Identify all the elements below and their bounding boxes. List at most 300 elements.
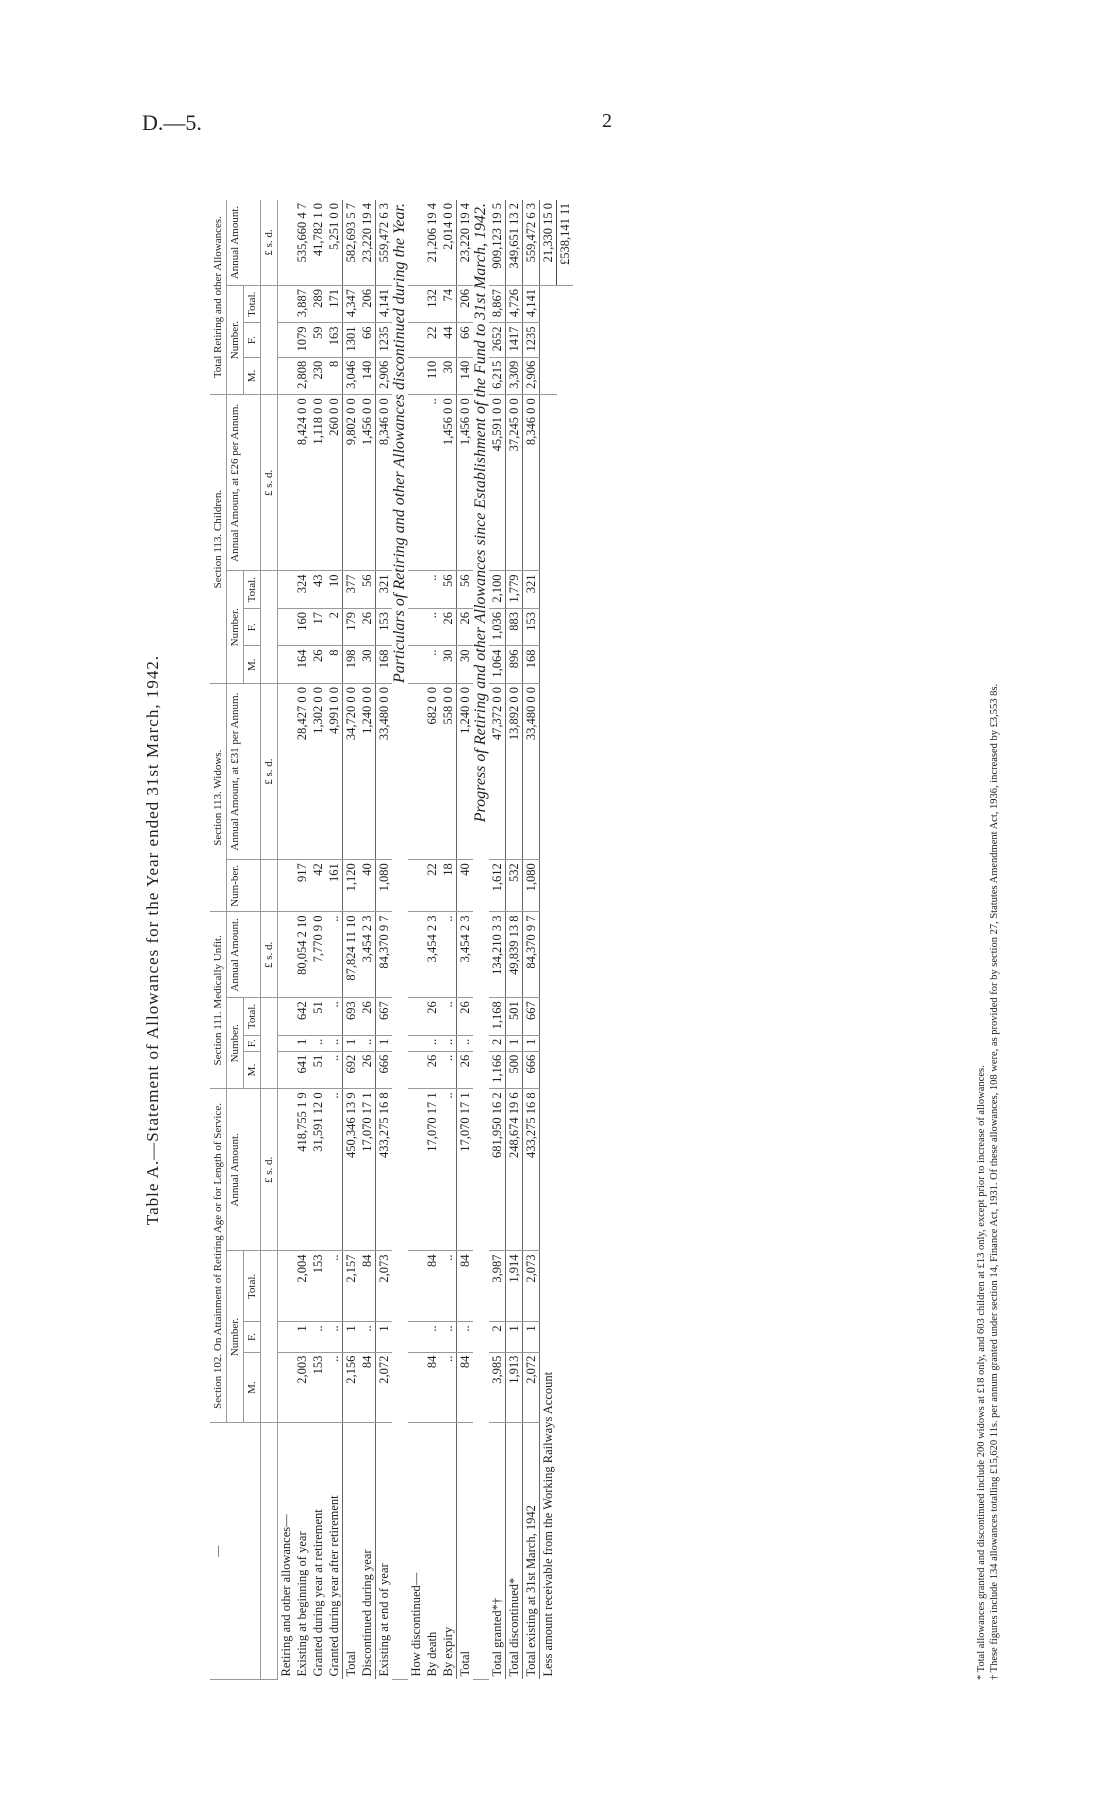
table-cell: 84 [359,1352,376,1423]
table-cell: 56 [457,571,474,609]
table-cell: 1,913 [506,1352,523,1423]
table-cell: 134,210 3 3 [489,912,506,998]
table-cell: 433,275 16 8 [376,1089,393,1251]
table-cell: 2,156 [343,1352,360,1423]
table-cell: 49,839 13 8 [506,912,523,998]
table-cell: .. [440,1035,457,1051]
table-cell: 43 [310,571,326,609]
table-cell: 883 [506,608,523,646]
table-cell: 3,454 2 3 [424,912,440,998]
row-label: Total existing at 31st March, 1942 [523,1423,540,1680]
lsd-spacer [261,998,278,1089]
table-cell: 1,456 0 0 [359,395,376,571]
lsd-spacer [261,1423,278,1680]
table-cell: 2,157 [343,1251,360,1322]
table-cell [278,1251,295,1322]
table-cell: .. [310,1322,326,1352]
table-cell: 260 0 0 [326,395,343,571]
table-cell: 2,100 [489,571,506,609]
table-cell: 1,166 [489,1051,506,1089]
table-cell: 132 [424,285,440,323]
table-cell [408,1089,424,1251]
table-cell: 153 [310,1251,326,1322]
table-cell: 153 [376,608,393,646]
table-cell [278,1352,295,1423]
table-cell: 31,591 12 0 [310,1089,326,1251]
table-cell: .. [326,1035,343,1051]
table-cell: 3,987 [489,1251,506,1322]
table-cell: .. [310,1035,326,1051]
table-cell [278,357,295,395]
table-cell: 4,991 0 0 [326,684,343,860]
table-cell: 33,480 0 0 [376,684,393,860]
body-statement [278,200,393,1680]
table-cell: 1,240 0 0 [359,684,376,860]
table-cell: 1417 [506,323,523,357]
row-label: How discontinued— [409,1572,423,1677]
table-cell: 666 [376,1051,393,1089]
table-cell: 1,120 [343,860,360,912]
table-row [326,200,343,1680]
col-group-section111: Section 111. Medically Unfit. [210,912,227,1089]
table-cell [278,1089,295,1251]
table-cell: 84 [359,1251,376,1322]
table-cell: 2,003 [294,1352,310,1423]
col-amount: Annual Amount. [227,200,261,285]
table-cell: 1 [294,1035,310,1051]
table-cell: 1 [376,1322,393,1352]
table-cell: 909,123 19 5 [489,200,506,285]
section3-heading [473,200,489,1680]
row-label: Existing at end of year [376,1423,393,1680]
table-cell: 1 [343,1322,360,1352]
table-cell: 8,424 0 0 [294,395,310,571]
table-cell: 42 [310,860,326,912]
grand-spacer [557,285,574,1679]
table-row [506,200,523,1680]
table-cell: 2 [489,1035,506,1051]
lsd-spacer [261,1251,278,1423]
col-f: F. [244,323,261,357]
table-cell: .. [440,1322,457,1352]
page-number: 2 [602,110,612,132]
body-discontinued [408,200,473,1680]
table-cell: 692 [343,1051,360,1089]
table-cell: 13,892 0 0 [506,684,523,860]
table-cell: 3,887 [294,285,310,323]
table-cell: 582,693 5 7 [343,200,360,285]
table-cell: 7,770 9 0 [310,912,326,998]
table-cell [408,646,424,684]
table-cell: 80,054 2 10 [294,912,310,998]
table-cell: 26 [424,998,440,1036]
table-cell: 1,036 [489,608,506,646]
table-cell: 289 [310,285,326,323]
table-cell: 8,346 0 0 [523,395,540,571]
table-cell: .. [457,1322,474,1352]
table-cell: 1 [523,1035,540,1051]
table-row [457,200,474,1680]
table-cell [408,912,424,998]
table-cell: 230 [310,357,326,395]
body-summary [540,200,574,1680]
table-cell: 8,346 0 0 [376,395,393,571]
table-cell: 2,072 [523,1352,540,1423]
table-cell: 2,073 [376,1251,393,1322]
col-total: Total. [244,571,261,609]
table-row [523,200,540,1680]
table-cell: .. [326,1251,343,1322]
row-label: By death [425,1631,439,1677]
table-cell [408,1251,424,1322]
body-progress [489,200,540,1680]
table-cell: 17,070 17 1 [457,1089,474,1251]
table-cell: 4,141 [523,285,540,323]
table-cell: 206 [359,285,376,323]
table-cell: 17,070 17 1 [424,1089,440,1251]
table-cell [278,608,295,646]
table-cell: 9,802 0 0 [343,395,360,571]
table-cell: 2,906 [523,357,540,395]
table-cell: 140 [457,357,474,395]
table-cell: 1,080 [523,860,540,912]
table-cell: 3,046 [343,357,360,395]
table-cell: 26 [359,998,376,1036]
lsd-header: £ s. d. [261,1089,278,1251]
page-ref: D.—5. [142,110,202,135]
table-cell: .. [440,1251,457,1322]
table-cell: 1079 [294,323,310,357]
table-cell: 18 [440,860,457,912]
col-total: Total. [244,1251,261,1322]
less-value: 21,330 15 0 [540,200,557,285]
section-title: Progress of Retiring and other Allowances since Establishment of the Fund to 31st March, 1942. [473,200,489,1680]
table-cell: 206 [457,285,474,323]
table-cell: 26 [457,608,474,646]
table-cell: 22 [424,860,440,912]
blank-header: — [210,1423,261,1680]
table-cell: 248,674 19 6 [506,1089,523,1251]
row-label: Discontinued during year [360,1549,374,1677]
table-cell: 5,251 0 0 [326,200,343,285]
table-cell: 23,220 19 4 [457,200,474,285]
table-cell: 163 [326,323,343,357]
table-cell: 2,004 [294,1251,310,1322]
table-cell: 40 [359,860,376,912]
row-label: By expiry [441,1626,455,1677]
table-cell: 666 [523,1051,540,1089]
table-cell: 3,454 2 3 [457,912,474,998]
table-cell: 917 [294,860,310,912]
col-group-children: Section 113. Children. [210,395,227,684]
table-cell: 41,782 1 0 [310,200,326,285]
table-cell [408,285,424,323]
col-total: Total. [244,998,261,1036]
table-cell: .. [424,1035,440,1051]
table-cell: 84,370 9 7 [376,912,393,998]
table-row [489,200,506,1680]
rotated-table-page [135,180,1035,1700]
lsd-spacer [261,860,278,912]
table-cell: 4,347 [343,285,360,323]
table-cell: 321 [376,571,393,609]
table-cell: .. [440,1089,457,1251]
table-cell: 22 [424,323,440,357]
table-cell [278,912,295,998]
table-cell: 17,070 17 1 [359,1089,376,1251]
table-cell: 66 [359,323,376,357]
table-cell: 667 [523,998,540,1036]
table-cell: 59 [310,323,326,357]
col-group-widows: Section 113. Widows. [210,684,227,912]
table-cell [278,571,295,609]
col-f: F. [244,1035,261,1051]
table-cell: 74 [440,285,457,323]
col-group-section102: Section 102. On Attainment of Retiring Age or for Length of Service. [210,1089,227,1423]
lsd-header: £ s. d. [261,684,278,860]
row-label: Existing at beginning of year [295,1531,309,1677]
table-cell: 1,240 0 0 [457,684,474,860]
table-cell: 37,245 0 0 [506,395,523,571]
row-label: Granted during year after retirement [327,1495,341,1677]
table-cell: .. [359,1322,376,1352]
table-cell [408,323,424,357]
table-cell [408,395,424,571]
table-cell: 51 [310,998,326,1036]
row-label: Total granted*† [490,1597,504,1677]
table-cell: 161 [326,860,343,912]
lsd-header: £ s. d. [261,200,278,285]
table-row [440,200,457,1680]
table-cell: .. [359,1035,376,1051]
table-cell: 1,779 [506,571,523,609]
table-cell: 693 [343,998,360,1036]
table-row [343,200,360,1680]
table-cell [278,1051,295,1089]
table-cell: .. [326,1051,343,1089]
table-cell: 1 [376,1035,393,1051]
table-cell: 642 [294,998,310,1036]
table-cell [278,1322,295,1352]
lsd-header: £ s. d. [261,912,278,998]
table-cell: .. [424,1322,440,1352]
table-cell: 1,064 [489,646,506,684]
table-cell [278,323,295,357]
table-cell: 198 [343,646,360,684]
table-cell: 3,454 2 3 [359,912,376,998]
table-cell: 44 [440,323,457,357]
table-cell [408,1035,424,1051]
table-cell: 33,480 0 0 [523,684,540,860]
lsd-spacer [261,285,278,394]
col-f: F. [244,1322,261,1352]
table-cell: 168 [376,646,393,684]
table-row [424,200,440,1680]
table-cell: .. [424,395,440,571]
table-cell [278,200,295,285]
table-cell: 66 [457,323,474,357]
table-row [359,200,376,1680]
less-label: Less amount receivable from the Working Railways Account [540,395,557,1680]
table-cell: 110 [424,357,440,395]
row-label: Total [343,1423,360,1680]
table-cell: .. [326,1089,343,1251]
table-cell: 56 [359,571,376,609]
table-cell: 501 [506,998,523,1036]
table-cell: 1235 [523,323,540,357]
table-cell [278,684,295,860]
table-cell: 2,808 [294,357,310,395]
table-cell: 26 [310,646,326,684]
row-label: Granted during year at retirement [311,1509,325,1677]
col-number: Number. [227,1251,244,1423]
table-cell [408,200,424,285]
table-cell: 2652 [489,323,506,357]
table-cell: 2,014 0 0 [440,200,457,285]
table-cell [278,285,295,323]
table-cell [408,684,424,860]
table-cell [278,395,295,571]
table-cell: 26 [424,1051,440,1089]
table-cell [408,1322,424,1352]
table-cell [278,646,295,684]
col-m: M. [244,357,261,395]
table-cell [408,1051,424,1089]
table-cell: 896 [506,646,523,684]
table-cell: 450,346 13 9 [343,1089,360,1251]
table-cell: 8,867 [489,285,506,323]
table-cell: .. [326,998,343,1036]
table-cell: 2,906 [376,357,393,395]
col-m: M. [244,646,261,684]
table-cell [408,998,424,1036]
table-cell: 377 [343,571,360,609]
table-cell: 1,080 [376,860,393,912]
col-number: Number. [227,285,244,394]
table-cell: 532 [506,860,523,912]
table-cell: 30 [440,646,457,684]
table-cell: 558 0 0 [440,684,457,860]
table-cell: 179 [343,608,360,646]
table-cell: 34,720 0 0 [343,684,360,860]
table-cell: 3,985 [489,1352,506,1423]
table-cell: 8 [326,357,343,395]
table-cell: .. [457,1035,474,1051]
col-f: F. [244,608,261,646]
table-cell: .. [424,608,440,646]
table-cell [278,998,295,1036]
table-cell: 26 [457,998,474,1036]
table-cell: .. [326,912,343,998]
table-cell: 2 [326,608,343,646]
row-label: Total [457,1423,474,1680]
table-cell: 153 [310,1352,326,1423]
table-cell: 28,427 0 0 [294,684,310,860]
table-cell: 140 [359,357,376,395]
col-total: Total. [244,285,261,323]
table-cell: 1,914 [506,1251,523,1322]
table-cell: 84 [457,1352,474,1423]
allowances-table [210,200,573,1680]
table-title: Table A.—Statement of Allowances for the Year ended 31st March, 1942. [143,654,162,1226]
table-cell: 1235 [376,323,393,357]
table-cell: .. [440,998,457,1036]
table-cell: .. [440,1051,457,1089]
col-m: M. [244,1352,261,1423]
table-cell: 535,660 4 7 [294,200,310,285]
table-cell: 56 [440,571,457,609]
row-label: Retiring and other allowances— [279,1514,293,1677]
table-cell: 87,824 11 10 [343,912,360,998]
footnotes [975,200,1001,1680]
table-cell: 2,072 [376,1352,393,1423]
table-cell: 433,275 16 8 [523,1089,540,1251]
table-row [294,200,310,1680]
footnote: † These figures include 134 allowances totalling £15,620 11s. per annum granted under section 14, Finance Act, 1931. Of these allowances, 108 were, as provided for by section 27, Statutes Amendment Act, 1936, increased by £3,553 8s. [989,683,1000,1680]
table-cell: 51 [310,1051,326,1089]
table-cell: 349,651 13 2 [506,200,523,285]
table-cell: 559,472 6 3 [523,200,540,285]
table-cell [278,1035,295,1051]
table-cell: 153 [523,608,540,646]
table-cell: 26 [359,608,376,646]
table-cell: 418,755 1 9 [294,1089,310,1251]
table-cell: 3,309 [506,357,523,395]
table-cell: 40 [457,860,474,912]
table-cell: 500 [506,1051,523,1089]
table-cell: 30 [457,646,474,684]
table-cell: 1,612 [489,860,506,912]
col-amount: Annual Amount. [227,1089,261,1251]
table-cell: 168 [523,646,540,684]
table-cell: 26 [457,1051,474,1089]
less-spacer [540,285,557,394]
col-child-amount: Annual Amount, at £26 per Annum. [227,395,261,571]
table-cell: .. [424,571,440,609]
table-row [278,200,295,1680]
table-cell: 681,950 16 2 [489,1089,506,1251]
table-cell: 17 [310,608,326,646]
table-cell [278,860,295,912]
table-cell: .. [326,1322,343,1352]
table-cell: 1,168 [489,998,506,1036]
col-widow-amount: Annual Amount, at £31 per Annum. [227,684,261,860]
table-cell: 84 [457,1251,474,1322]
grand-total: £538,141 11 [557,200,574,285]
table-row [310,200,326,1680]
table-cell: 1,456 0 0 [457,395,474,571]
col-number: Number. [227,571,244,684]
table-cell: 1301 [343,323,360,357]
table-cell: 160 [294,608,310,646]
table-cell: .. [440,912,457,998]
table-cell: 1 [294,1322,310,1352]
table-cell: 1 [343,1035,360,1051]
table-cell [408,860,424,912]
section-title: Particulars of Retiring and other Allowances discontinued during the Year. [392,200,408,1680]
table-cell: 4,726 [506,285,523,323]
table-cell: 171 [326,285,343,323]
table-cell: 2 [489,1322,506,1352]
table-cell: 30 [440,357,457,395]
table-cell: 84 [424,1251,440,1322]
table-cell: 1 [523,1322,540,1352]
table-cell: 1,302 0 0 [310,684,326,860]
table-cell: 1 [506,1322,523,1352]
table-cell: 1,456 0 0 [440,395,457,571]
table-cell: .. [440,1352,457,1423]
table-cell: 23,220 19 4 [359,200,376,285]
